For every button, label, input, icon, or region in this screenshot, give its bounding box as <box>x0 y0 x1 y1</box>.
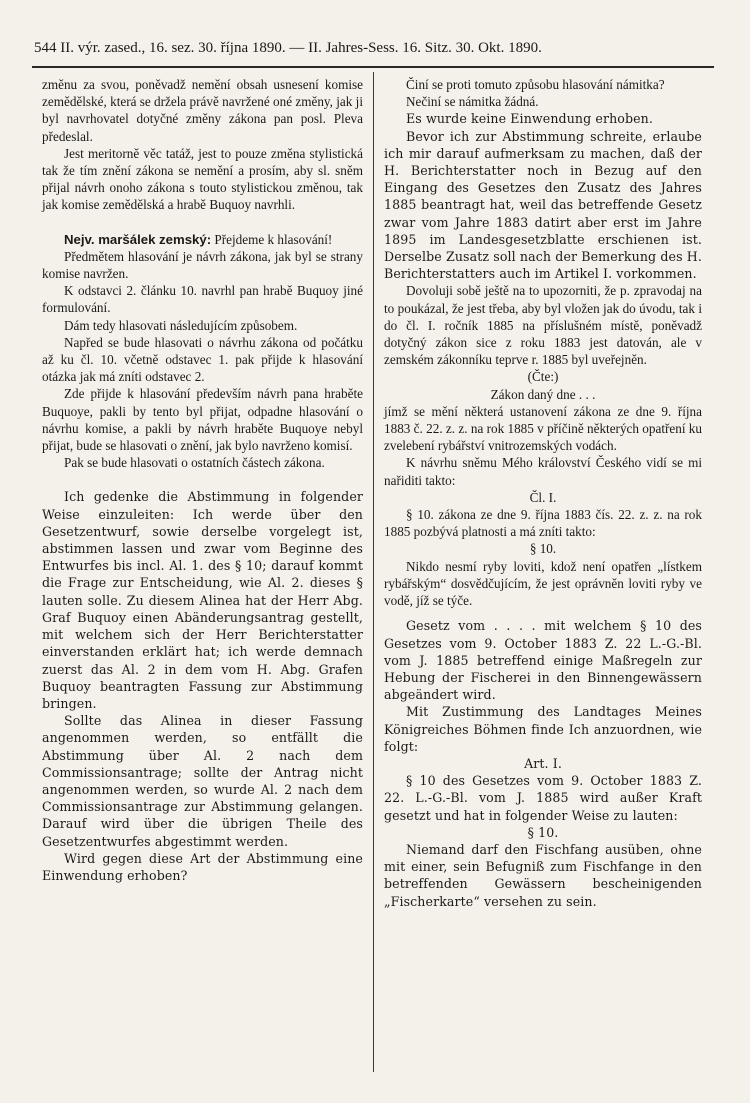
paragraph: K návrhu sněmu Mého království Českého vidí se mi nařiditi takto: <box>384 455 702 488</box>
article-heading: Čl. I. <box>529 489 557 505</box>
paragraph: Napřed se bude hlasovati o návrhu zákona od počátku až ku čl. 10. včetně odstavec 1. pak přijde k hlasování otázka jak má zníti odstavec 2. <box>42 334 363 385</box>
paragraph: Sollte das Alinea in dieser Fassung angenommen werden, so entfällt die Abstimmung über Al. 2 nach dem Commissionsantrage; sollte der Antrag nicht angenommen werden, so wurde Al. 2 nach dem Commissionsantrage zur Abstimmung gelangen. Darauf wird über die übrigen Theile des Gesetzentwurfes abgestimmt werden. <box>42 713 363 849</box>
law-title: Zákon daný dne . . . <box>490 386 596 402</box>
paragraph: K odstavci 2. článku 10. navrhl pan hrabě Buquoy jiné formulování. <box>42 283 363 316</box>
right-column <box>384 76 702 910</box>
paragraph: změnu za svou, poněvadž nemění obsah usnesení komise zemědělské, která se držela právě navržené oné změny, jak ji byl navrhovatel dotyčné změny zákona pan posl. Pleva předeslal. <box>42 77 363 144</box>
paragraph: Dovoluji sobě ještě na to upozorniti, že p. zpravodaj na to poukázal, že jest třeba, aby byl vložen jak do úvodu, tak i do čl. I. ročník 1885 na příslušném místě, poněvadž dotyčný zákon sice z roku 1883 jest datován, ale v zemském zákonníku teprve r. 1885 byl uveřejněn. <box>384 283 702 368</box>
speaker-paragraph <box>42 231 363 248</box>
paragraph: Zde přijde k hlasování především návrh pana hraběte Buquoye, pakli by tento byl přijat, odpadne hlasování o návrhu komise, a pakli by návrh hraběte Buquoye nebyl přijat, bude se hlasovati o znění, jak bylo navrženo komisí. <box>42 386 363 454</box>
section-heading: § 10. <box>529 541 557 557</box>
paragraph: Činí se proti tomuto způsobu hlasování námitka? <box>406 77 665 92</box>
paragraph: § 10 des Gesetzes vom 9. October 1883 Z. 22. L.-G.-Bl. vom J. 1885 wird außer Kraft gesetzt und hat in folgender Weise zu lauten: <box>384 773 702 823</box>
paragraph: Mit Zustimmung des Landtages Meines Königreiches Böhmen finde Ich anzuordnen, wie folgt: <box>384 704 702 754</box>
column-divider <box>373 72 374 1072</box>
paragraph: jímž se mění některá ustanovení zákona ze dne 9. října 1883 č. 22. z. z. na rok 1885 v příčině některých opatření ku zvelebení rybářství vnitrozemských vodách. <box>384 403 702 454</box>
paragraph: Ich gedenke die Abstimmung in folgender Weise einzuleiten: Ich werde über den Gesetzentwurf, sowie derselbe vorgelegt ist, abstimmen lassen und zwar vom Beginne des Entwurfes bis incl. Al. 1. des § 10; darauf kommt die Frage zur Entscheidung, wie Al. 2. dieses § lauten solle. Zu diesem Alinea hat der Herr Abg. Graf Buquoy einen Abänderungsantrag gestellt, mit welchem sich der Herr Berichterstatter einverstanden erklärt hat; ich werde demnach zuerst das Al. 2 in dem vom H. Abg. Grafen Buquoy beantragten Fassung zur Abstimmung bringen. <box>42 489 363 711</box>
paragraph: § 10. zákona ze dne 9. října 1883 čís. 22. z. z. na rok 1885 pozbývá platnosti a má zníti takto: <box>384 507 702 540</box>
section-heading: § 10. <box>527 824 559 840</box>
paragraph: Předmětem hlasování je návrh zákona, jak byl se strany komise navržen. <box>42 248 363 282</box>
article-heading: Art. I. <box>524 755 562 771</box>
paragraph: Nečiní se námitka žádná. <box>406 94 539 110</box>
paragraph: Dám tedy hlasovati následujícím způsobem. <box>64 317 298 333</box>
paragraph: Bevor ich zur Abstimmung schreite, erlaube ich mir darauf aufmerksam zu machen, daß der H. Berichterstatter noch in Bezug auf den Eingang des Gesetzes den Zusatz des Jahres 1885 beantragt hat, weil das betreffende Gesetz zwar vom Jahre 1883 datirt aber erst im Jahre 1895 im Landesgesetzblatte erschienen ist. Derselbe Zusatz soll nach der Bemerkung des H. Berichterstatters auch im Artikel I. vorkommen. <box>384 128 702 282</box>
paragraph: Pak se bude hlasovati o ostatních částech zákona. <box>64 455 325 471</box>
paragraph: Nikdo nesmí ryby loviti, kdož není opatřen „lístkem rybářským“ dosvědčujícím, že jest oprávněn loviti ryby ve vodě, jíž se týče. <box>384 558 702 609</box>
paragraph: Gesetz vom . . . . mit welchem § 10 des Gesetzes vom 9. October 1883 Z. 22 L.-G.-Bl. vom J. 1885 betreffend einige Maßregeln zur Hebung der Fischerei in den Binnengewässern abgeändert wird. <box>384 618 702 703</box>
page-header: 544 II. výr. zased., 16. sez. 30. října 1890. — II. Jahres-Sess. 16. Sitz. 30. Okt. 1890. <box>34 40 542 56</box>
paragraph: Es wurde keine Einwendung erhoben. <box>406 111 653 127</box>
paragraph: Niemand darf den Fischfang ausüben, ohne mit einer, sein Befugniß zum Fischfange in den betreffenden Gewässern bescheinigenden „Fischerkarte“ versehen zu sein. <box>384 841 702 909</box>
left-column <box>42 76 363 884</box>
speaker-name: Nejv. maršálek zemský: <box>64 231 212 247</box>
paragraph: Jest meritorně věc tatáž, jest to pouze změna stylistická tak že tím znění zákona se nemění a prosím, aby sl. sněm přijal návrh onoho zákona s touto stylistickou změnou, tak jak komise zemědělská a hrabě Buquoy navrhli. <box>42 145 363 213</box>
reading-marker: (Čte:) <box>527 369 559 385</box>
header-rule <box>32 66 714 68</box>
speaker-text: Přejdeme k hlasování! <box>214 231 333 247</box>
paragraph: Wird gegen diese Art der Abstimmung eine Einwendung erhoben? <box>42 850 363 883</box>
